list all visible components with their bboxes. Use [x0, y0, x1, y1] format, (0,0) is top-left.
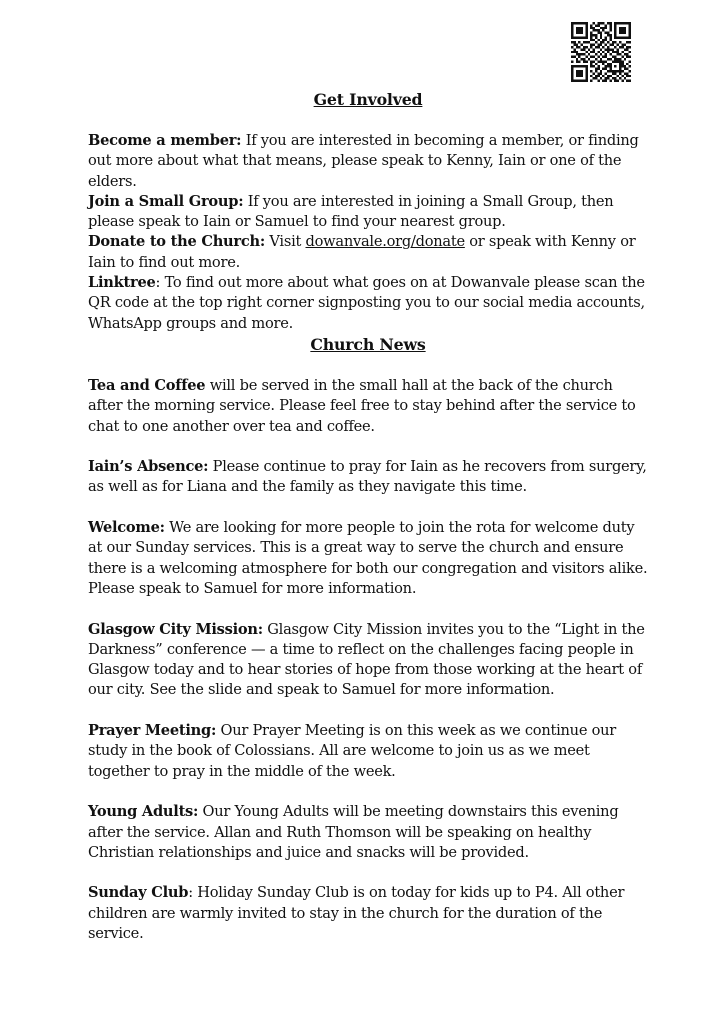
donate-link[interactable]: dowanvale.org/donate: [305, 233, 465, 251]
news-item-text: will be served in the small hall at the back of the church after the morning service. Please feel free to stay behind after the service to chat to one another over tea and coffee.: [88, 376, 636, 435]
donate-text-after: or speak with Kenny or Iain to find out more.: [88, 233, 636, 271]
news-item-text: We are looking for more people to join the rota for welcome duty at our Sunday services. This is a great way to serve the church and ensure there is a welcoming atmosphere for both our congregation and visitors alike. Please speak to Samuel for more information.: [88, 519, 648, 597]
small-group-paragraph: [88, 192, 648, 233]
become-member-label: Become a member:: [88, 132, 242, 149]
donate-paragraph: [88, 232, 648, 273]
news-item-label: Welcome:: [88, 519, 165, 537]
church-news-heading: Church News: [310, 334, 426, 354]
linktree-label: Linktree: [88, 274, 156, 292]
news-item-label: Tea and Coffee: [88, 376, 206, 394]
news-item-young-adults: [88, 802, 648, 863]
news-item-text: Our Young Adults will be meeting downstairs this evening after the service. Allan and Ruth Thomson will be speaking on healthy Christian relationships and juice and snacks will be provided.: [88, 803, 619, 861]
bulletin-page: [88, 89, 648, 944]
news-item-label: Young Adults:: [88, 803, 199, 821]
news-item-tea-coffee: [88, 376, 648, 437]
small-group-text: If you are interested in joining a Small Group, then please speak to Iain or Samuel to find your nearest group.: [88, 192, 614, 231]
donate-text-before: Visit: [265, 233, 306, 251]
news-item-label: Sunday Club: [88, 884, 189, 902]
become-member-text: If you are interested in becoming a member, or finding out more about what that means, please speak to Kenny, Iain or one of the elders.: [88, 132, 639, 190]
news-item-text: Glasgow City Mission invites you to the “Light in the Darkness” conference — a time to reflect on the challenges facing people in Glasgow today and to hear stories of hope from those working at the heart of our city. See the slide and speak to Samuel for more information.: [88, 620, 645, 699]
news-item-text: Our Prayer Meeting is on this week as we continue our study in the book of Colossians. All are welcome to join us as we meet together to pray in the middle of the week.: [88, 722, 617, 780]
news-item-label: Glasgow City Mission:: [88, 620, 263, 638]
news-item-label: Iain’s Absence:: [88, 458, 209, 476]
become-member-paragraph: [88, 131, 648, 192]
news-item-prayer-meeting: [88, 721, 648, 782]
news-item-text: Please continue to pray for Iain as he recovers from surgery, as well as for Liana and the family as they navigate this time.: [88, 458, 647, 496]
linktree-text: : To find out more about what goes on at Dowanvale please scan the QR code at the top right corner signposting you to our social media accounts, WhatsApp groups and more.: [88, 274, 645, 332]
news-item-iains-absence: [88, 457, 648, 498]
news-item-glasgow-city-mission: [88, 620, 648, 701]
small-group-label: Join a Small Group:: [88, 192, 244, 210]
get-involved-heading: Get Involved: [313, 90, 423, 109]
donate-label: Donate to the Church:: [88, 233, 265, 251]
news-item-sunday-club: [88, 883, 648, 944]
news-item-welcome: [88, 518, 648, 599]
linktree-paragraph: [88, 273, 648, 334]
news-item-text: : Holiday Sunday Club is on today for kids up to P4. All other children are warmly invited to stay in the church for the duration of the service.: [88, 884, 625, 942]
qr-code-icon: [571, 22, 631, 82]
news-item-label: Prayer Meeting:: [88, 722, 217, 740]
